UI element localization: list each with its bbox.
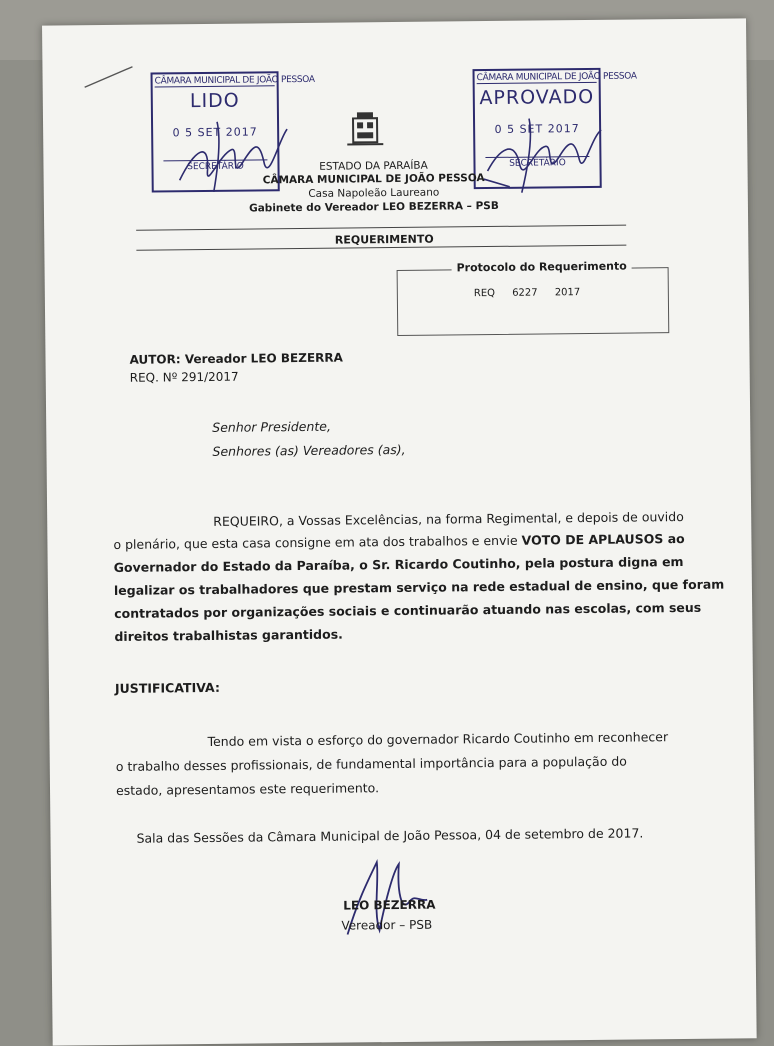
request-line-1: REQUEIRO, a Vossas Excelências, na forma Regimental, e depois de ouvido [213,508,684,529]
closing-line: Sala das Sessões da Câmara Municipal de João Pessoa, 04 de setembro de 2017. [136,825,644,846]
divider [136,225,626,231]
justification-line-2: o trabalho desses profissionais, de fundamental importância para a população do [115,753,627,774]
coat-of-arms-icon [345,108,385,148]
justification-heading: JUSTIFICATIVA: [114,679,221,696]
chamber-name: CÂMARA MUNICIPAL DE JOÃO PESSOA [262,172,485,187]
stamp-date: 0 5 SET 2017 [172,125,258,140]
stamp-header: CÂMARA MUNICIPAL DE JOÃO PESSOA [476,71,637,84]
state-name: ESTADO DA PARAÍBA [319,159,428,173]
salutation-councilors: Senhores (as) Vereadores (as), [212,441,406,459]
stamp-role: SECRETÁRIO [187,161,244,173]
document-page [42,18,757,1045]
protocol-title: Protocolo do Requerimento [452,260,632,275]
justification-line-3: estado, apresentamos este requerimento. [115,780,380,798]
signer-title: Vereador – PSB [341,917,433,933]
stamp-status: LIDO [189,89,240,113]
request-number: REQ. Nº 291/2017 [129,369,239,385]
request-line-4: legalizar os trabalhadores que prestam serviço na rede estadual de ensino, que foram [113,576,725,598]
request-line-2: o plenário, que esta casa consigne em ata dos trabalhos e envie VOTO DE APLAUSOS ao [113,530,685,552]
request-line-3: Governador do Estado da Paraíba, o Sr. Ricardo Coutinho, pela postura digna em [113,553,684,575]
stamp-date: 0 5 SET 2017 [494,122,580,136]
salutation-president: Senhor Presidente, [212,418,332,435]
house-name: Casa Napoleão Laureano [308,186,440,200]
office-name: Gabinete do Vereador LEO BEZERRA – PSB [249,199,499,215]
request-line-6: direitos trabalhistas garantidos. [114,626,343,644]
stamp-role: SECRETÁRIO [509,158,566,169]
document-type: REQUERIMENTO [334,232,434,247]
request-line-5: contratados por organizações sociais e continuarão atuando nas escolas, com seus [114,599,702,621]
pencil-mark [80,55,140,96]
protocol-box [397,259,670,336]
stamp-status: APROVADO [479,85,595,110]
author-line: AUTOR: Vereador LEO BEZERRA [129,350,343,367]
protocol-number: REQ 6227 2017 [473,287,581,300]
justification-line-1: Tendo em vista o esforço do governador Ricardo Coutinho em reconhecer [207,729,669,749]
stamp-header: CÂMARA MUNICIPAL DE JOÃO PESSOA [154,74,315,87]
signer-name: LEO BEZERRA [343,897,436,913]
